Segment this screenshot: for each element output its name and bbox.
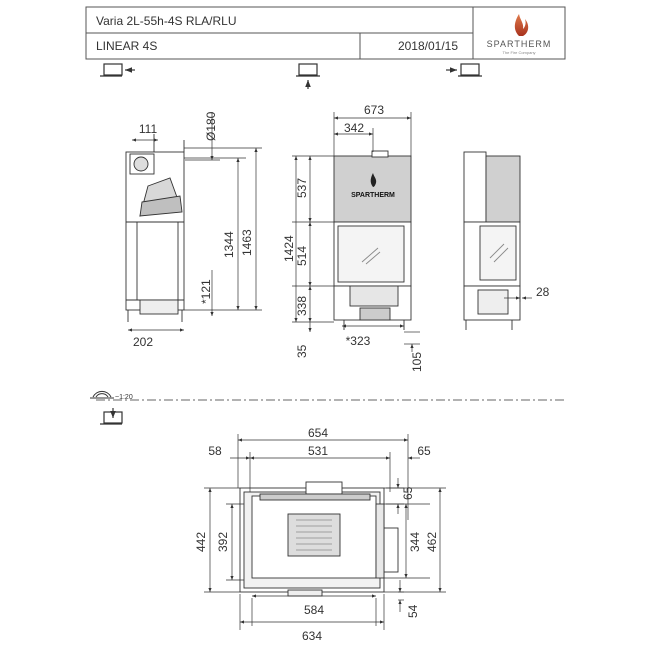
model-name: Varia 2L-55h-4S RLA/RLU: [96, 14, 237, 28]
flame-icon: [515, 14, 528, 36]
scale-label: ~1:20: [115, 394, 133, 401]
drawing-date: 2018/01/15: [397, 39, 458, 53]
dim-673: 673: [363, 103, 385, 117]
left-side-view: [126, 134, 184, 322]
dim-65-top: 65: [417, 444, 431, 458]
right-side-view: [464, 152, 520, 330]
dim-1344: 1344: [222, 231, 236, 258]
dim-180: Ø180: [204, 111, 218, 141]
scale-icon: [90, 391, 114, 398]
dim-342: 342: [343, 121, 365, 135]
dim-54: 54: [406, 604, 420, 618]
dim-338: 338: [295, 295, 309, 316]
front-logo: SPARTHERM: [351, 192, 395, 199]
dim-514: 514: [295, 245, 309, 266]
dim-462: 462: [425, 531, 439, 552]
dim-105: 105: [410, 351, 424, 372]
dim-58: 58: [208, 444, 222, 458]
dim-202: 202: [132, 335, 154, 349]
dim-537: 537: [295, 177, 309, 198]
dim-584: 584: [303, 603, 325, 617]
view-icon-plan: [100, 408, 122, 424]
dim-531: 531: [307, 444, 329, 458]
dim-1424: 1424: [282, 235, 296, 262]
view-icon-left: [100, 64, 135, 76]
spartherm-logo: [487, 14, 552, 55]
dim-392: 392: [216, 531, 230, 552]
brand-tagline: The Fire Company: [502, 50, 536, 55]
dim-323: *323: [345, 334, 371, 348]
dim-654: 654: [307, 426, 329, 440]
view-icon-right: [446, 64, 482, 76]
dim-111: 111: [138, 122, 158, 136]
dim-442: 442: [194, 531, 208, 552]
dim-28: 28: [536, 285, 550, 299]
left-view-dimensions: [128, 112, 262, 330]
dim-1463: 1463: [240, 229, 254, 256]
brand-logo-text: SPARTHERM: [486, 39, 552, 49]
plan-view: [240, 482, 398, 596]
view-icon-front: [296, 64, 320, 89]
dim-65-side: 65: [401, 486, 415, 500]
series-name: LINEAR 4S: [96, 39, 158, 53]
dim-121: *121: [199, 279, 213, 304]
dim-634: 634: [301, 629, 323, 643]
dim-35: 35: [295, 344, 309, 358]
dim-344: 344: [408, 531, 422, 552]
